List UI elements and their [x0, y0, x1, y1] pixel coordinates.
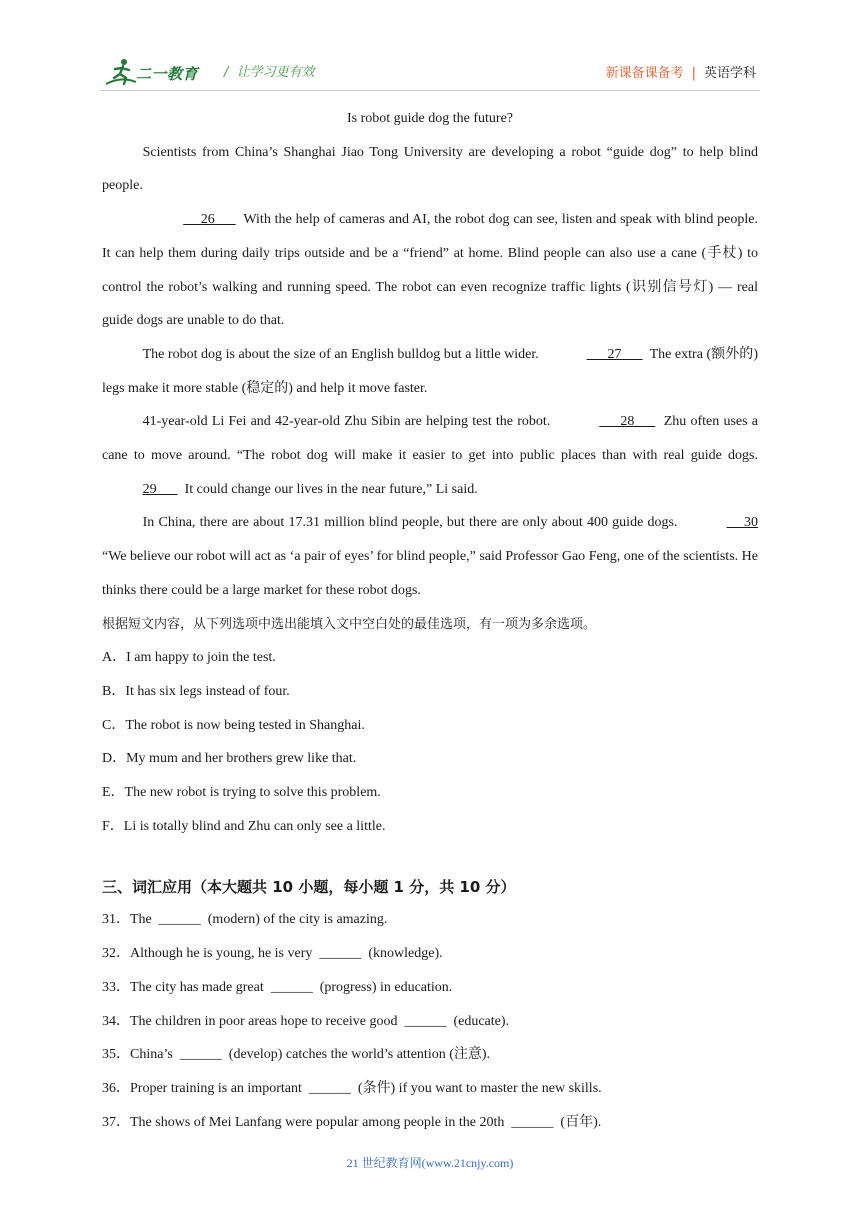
paragraph-2: 26 With the help of cameras and AI, the robot dog can see, listen and speak with blind people. It can help them during daily trips outside and be a “friend” at home. Blind people can also use a cane (手杖) to control the robot’s walking and running speed. The robot can even recognize traffic lights (识别信号灯) — real guide dogs are unable to do that. [102, 203, 758, 338]
option-e: E．The new robot is trying to solve this problem. [102, 785, 381, 801]
option-a: A．I am happy to join the test. [102, 650, 276, 666]
question-33: 33．The city has made great ______ (progress) in education. [102, 979, 453, 995]
option-f: F．Li is totally blind and Zhu can only see a little. [102, 818, 386, 834]
blank-28: 28 [620, 414, 635, 430]
header-tag: 新课备课备考 [605, 66, 684, 81]
paragraph-4: 41-year-old Li Fei and 42-year-old Zhu Sibin are helping test the robot. 28 Zhu often uses a cane to move around. “The robot dog will make it easier to get into public places than with real guide dogs. 29 It could change our lives in the near future,” Li said. [102, 405, 758, 506]
blank-27: 27 [607, 346, 622, 362]
option-d: D．My mum and her brothers grew like that. [102, 751, 357, 767]
header-separator: | [691, 66, 696, 81]
header-divider [100, 90, 760, 91]
question-32: 32．Although he is young, he is very ______ (knowledge). [102, 946, 443, 962]
passage-title: Is robot guide dog the future? [346, 111, 513, 126]
page-header [100, 52, 760, 92]
document-body [102, 102, 758, 1139]
blank-26: 26 [200, 212, 215, 228]
page-footer: 21 世纪教育网(www.21cnjy.com) [346, 1156, 514, 1170]
question-37: 37．The shows of Mei Lanfang were popular among people in the 20th ______ (百年). [102, 1114, 602, 1130]
paragraph-5: In China, there are about 17.31 million blind people, but there are only about 400 guide dogs. 30 “We believe our robot will act as ‘a pair of eyes’ for blind people,” said Professor Gao Feng, one of the scientists. He thinks there could be a large market for these robot dogs. [102, 506, 758, 607]
option-b: B．It has six legs instead of four. [102, 683, 290, 699]
option-c: C．The robot is now being tested in Shanghai. [102, 717, 365, 733]
logo-text: 二一教育 [136, 65, 199, 83]
section-3-title: 三、词汇应用（本大题共 10 小题，每小题 1 分，共 10 分） [102, 878, 516, 897]
question-34: 34．The children in poor areas hope to receive good ______ (educate). [102, 1013, 510, 1029]
header-slogan: / 让学习更有效 [224, 65, 315, 80]
question-31: 31．The ______ (modern) of the city is amazing. [102, 912, 388, 928]
question-35: 35．China’s ______ (develop) catches the world’s attention (注意). [102, 1047, 491, 1063]
instruction-text: 根据短文内容，从下列选项中选出能填入文中空白处的最佳选项，有一项为多余选项。 [102, 616, 597, 632]
paragraph-1: Scientists from China’s Shanghai Jiao Tong University are developing a robot “guide dog” to help blind people. [102, 144, 758, 194]
header-right [606, 62, 756, 81]
paragraph-3: The robot dog is about the size of an English bulldog but a little wider. 27 The extra (额外的) legs make it more stable (稳定的) and help it move faster. [102, 338, 758, 405]
blank-29: 29 [142, 481, 157, 497]
header-subject: 英语学科 [703, 66, 756, 81]
question-36: 36．Proper training is an important ______ (条件) if you want to master the new skills. [102, 1080, 602, 1096]
blank-30: 30 [744, 515, 759, 531]
